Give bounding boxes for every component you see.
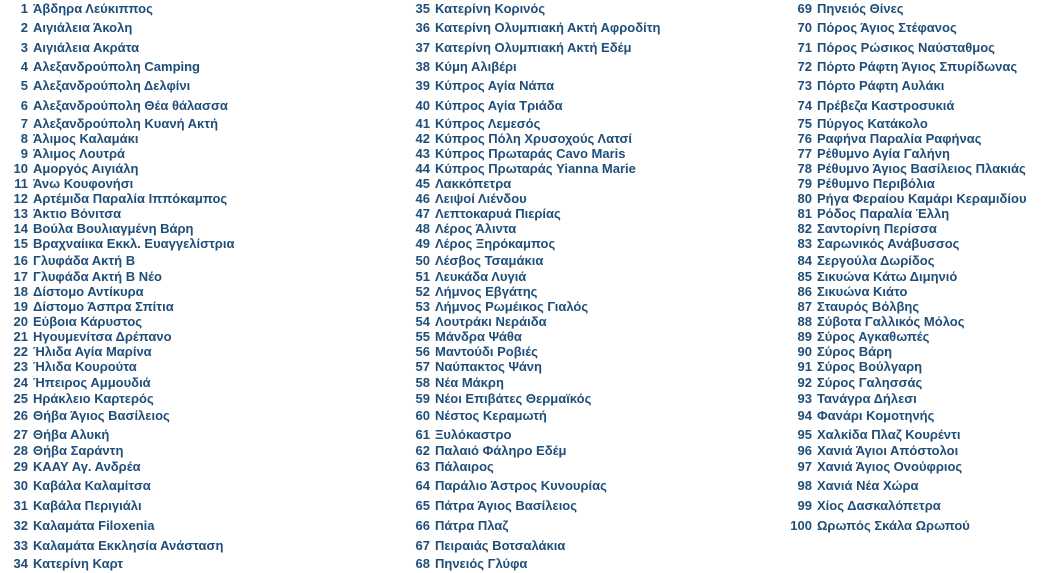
item-number: 75 <box>797 116 812 131</box>
item-number: 64 <box>415 478 430 493</box>
item-number: 58 <box>415 375 430 390</box>
list-item <box>402 390 591 408</box>
item-number: 34 <box>13 556 28 571</box>
item-number: 77 <box>797 146 812 161</box>
item-name: Νέοι Επιβάτες Θερμαϊκός <box>435 391 592 406</box>
item-number: 13 <box>13 206 28 221</box>
item-name: Πρέβεζα Καστροσυκιά <box>817 98 955 113</box>
list-item <box>784 517 970 535</box>
item-number: 52 <box>415 284 430 299</box>
list-item <box>0 390 154 408</box>
item-number: 49 <box>415 236 430 251</box>
item-number: 30 <box>13 478 28 493</box>
list-item <box>402 58 517 76</box>
item-number: 70 <box>797 20 812 35</box>
list-item <box>784 390 917 408</box>
item-name: Κύπρος Πόλη Χρυσοχούς Λατσί <box>435 131 633 146</box>
list-item <box>0 497 142 515</box>
list-item <box>0 407 170 425</box>
list-item <box>784 77 944 95</box>
item-number: 2 <box>20 20 28 35</box>
item-name: Ρόδος Παραλία Έλλη <box>817 206 950 221</box>
item-number: 20 <box>13 314 28 329</box>
list-item <box>0 39 139 57</box>
item-name: Γλυφάδα Ακτή Β Νέο <box>33 269 162 284</box>
item-name: Σικυώνα Κιάτο <box>817 284 908 299</box>
item-name: Λουτράκι Νεράιδα <box>435 314 547 329</box>
item-number: 40 <box>415 98 430 113</box>
item-number: 5 <box>20 78 28 93</box>
item-name: Ηράκλειο Καρτερός <box>33 391 154 406</box>
item-number: 44 <box>415 161 430 176</box>
list-item <box>0 537 223 555</box>
item-number: 25 <box>13 391 28 406</box>
list-item <box>0 58 200 76</box>
item-number: 9 <box>20 146 28 161</box>
item-number: 7 <box>20 116 28 131</box>
item-name: Πάλαιρος <box>435 459 494 474</box>
item-name: Σύρος Βούλγαρη <box>817 359 923 374</box>
item-number: 83 <box>797 236 812 251</box>
list-item <box>784 407 934 425</box>
item-number: 79 <box>797 176 812 191</box>
list-item <box>402 555 527 573</box>
item-name: Δίστομο Αντίκυρα <box>33 284 144 299</box>
list-item <box>402 235 555 253</box>
item-name: Πηνειός Γλύφα <box>435 556 528 571</box>
item-name: Κύπρος Πρωταράς Cavo Maris <box>435 146 626 161</box>
item-name: Άνω Κουφονήσι <box>33 176 134 191</box>
list-item <box>402 19 660 37</box>
item-name: Αλεξανδρούπολη Θέα θάλασσα <box>33 98 228 113</box>
item-name: Κύμη Αλιβέρι <box>435 59 517 74</box>
item-number: 45 <box>415 176 430 191</box>
item-number: 63 <box>415 459 430 474</box>
item-name: Ξυλόκαστρο <box>435 427 512 442</box>
item-number: 59 <box>415 391 430 406</box>
list-item <box>0 97 228 115</box>
item-name: Ρέθυμνο Άγιος Βασίλειος Πλακιάς <box>817 161 1026 176</box>
item-number: 92 <box>797 375 812 390</box>
list-item <box>402 97 563 115</box>
item-number: 39 <box>415 78 430 93</box>
item-number: 57 <box>415 359 430 374</box>
list-item <box>0 517 154 535</box>
item-number: 55 <box>415 329 430 344</box>
item-number: 11 <box>14 176 28 191</box>
item-name: Πάτρα Πλαζ <box>435 518 509 533</box>
item-number: 66 <box>415 518 430 533</box>
item-name: Πόρτο Ράφτη Άγιος Σπυρίδωνας <box>817 59 1018 74</box>
item-number: 32 <box>13 518 28 533</box>
item-name: Πόρτο Ράφτη Αυλάκι <box>817 78 945 93</box>
item-name: Κύπρος Πρωταράς Yianna Marie <box>435 161 636 176</box>
item-number: 62 <box>415 443 430 458</box>
item-number: 74 <box>797 98 812 113</box>
item-number: 35 <box>415 1 430 16</box>
item-number: 65 <box>415 498 430 513</box>
item-name: Κατερίνη Καρτ <box>33 556 124 571</box>
item-name: Θήβα Αλυκή <box>33 427 110 442</box>
item-name: Ρήγα Φεραίου Καμάρι Κεραμιδίου <box>817 191 1027 206</box>
item-name: Βραχναίικα Εκκλ. Ευαγγελίστρια <box>33 236 235 251</box>
item-number: 28 <box>13 443 28 458</box>
item-number: 94 <box>797 408 812 423</box>
item-number: 38 <box>415 59 430 74</box>
item-name: Νέα Μάκρη <box>435 375 504 390</box>
item-number: 33 <box>13 538 28 553</box>
item-name: Χανιά Νέα Χώρα <box>817 478 919 493</box>
item-number: 78 <box>797 161 812 176</box>
item-number: 67 <box>415 538 430 553</box>
item-name: Ραφήνα Παραλία Ραφήνας <box>817 131 982 146</box>
item-name: Λήμνος Εβγάτης <box>435 284 538 299</box>
item-name: Καβάλα Καλαμίτσα <box>33 478 151 493</box>
item-number: 88 <box>797 314 812 329</box>
item-number: 89 <box>797 329 812 344</box>
item-name: Μάνδρα Ψάθα <box>435 329 522 344</box>
item-name: Λειψοί Λιένδου <box>435 191 527 206</box>
item-number: 82 <box>797 221 812 236</box>
item-number: 56 <box>415 344 430 359</box>
list-item <box>784 458 962 476</box>
item-number: 31 <box>13 498 28 513</box>
item-number: 15 <box>13 236 28 251</box>
item-name: Κατερίνη Ολυμπιακή Ακτή Εδέμ <box>435 40 632 55</box>
item-name: Παράλιο Άστρος Κυνουρίας <box>435 478 607 493</box>
list-item <box>402 407 547 425</box>
item-name: Ήλιδα Κουρούτα <box>33 359 137 374</box>
list-item <box>784 19 957 37</box>
item-name: Ρέθυμνο Αγία Γαλήνη <box>817 146 950 161</box>
item-number: 1 <box>20 1 28 16</box>
list-item <box>784 477 918 495</box>
item-number: 60 <box>415 408 430 423</box>
list-item <box>784 0 904 18</box>
item-name: Σύρος Γαλησσάς <box>817 375 923 390</box>
item-number: 91 <box>797 359 812 374</box>
item-number: 41 <box>415 116 430 131</box>
item-number: 50 <box>415 253 430 268</box>
item-name: Καβάλα Περιγιάλι <box>33 498 142 513</box>
item-name: Καλαμάτα Filoxenia <box>33 518 155 533</box>
item-name: Κατερίνη Ολυμπιακή Ακτή Αφροδίτη <box>435 20 661 35</box>
item-number: 81 <box>797 206 812 221</box>
item-name: Τανάγρα Δήλεσι <box>817 391 917 406</box>
item-number: 46 <box>415 191 430 206</box>
item-name: Σύρος Αγκαθωπές <box>817 329 930 344</box>
list-item <box>402 497 577 515</box>
item-number: 61 <box>415 427 430 442</box>
item-number: 24 <box>13 375 28 390</box>
item-name: Ήπειρος Αμμουδιά <box>33 375 151 390</box>
item-number: 85 <box>797 269 812 284</box>
item-name: Αλεξανδρούπολη Δελφίνι <box>33 78 191 93</box>
item-number: 99 <box>797 498 812 513</box>
list-item <box>784 39 995 57</box>
item-name: Λέρος Άλιντα <box>435 221 517 236</box>
item-number: 73 <box>797 78 812 93</box>
item-number: 87 <box>797 299 812 314</box>
list-item <box>0 235 234 253</box>
item-name: Αλεξανδρούπολη Camping <box>33 59 201 74</box>
item-number: 14 <box>13 221 28 236</box>
item-number: 27 <box>13 427 28 442</box>
item-number: 12 <box>13 191 28 206</box>
list-item <box>0 555 123 573</box>
item-name: Λέσβος Τσαμάκια <box>435 253 544 268</box>
item-number: 69 <box>797 1 812 16</box>
item-number: 98 <box>797 478 812 493</box>
item-name: Κύπρος Λεμεσός <box>435 116 541 131</box>
item-name: Λακκόπετρα <box>435 176 512 191</box>
item-name: Ήλιδα Αγία Μαρίνα <box>33 344 152 359</box>
list-item <box>402 0 545 18</box>
item-name: Βούλα Βουλιαγμένη Βάρη <box>33 221 194 236</box>
item-number: 51 <box>415 269 430 284</box>
item-number: 72 <box>797 59 812 74</box>
item-name: Αμοργός Αιγιάλη <box>33 161 139 176</box>
item-number: 3 <box>20 40 28 55</box>
item-name: Λεπτοκαρυά Πιερίας <box>435 206 561 221</box>
item-number: 29 <box>13 459 28 474</box>
item-number: 71 <box>797 40 812 55</box>
item-name: Άκτιο Βόνιτσα <box>33 206 122 221</box>
item-name: Γλυφάδα Ακτή Β <box>33 253 136 268</box>
item-name: Άβδηρα Λεύκιππος <box>33 1 153 16</box>
list-item <box>784 58 1017 76</box>
item-name: Κατερίνη Κορινός <box>435 1 546 16</box>
list-item <box>0 0 153 18</box>
item-name: Σταυρός Βόλβης <box>817 299 920 314</box>
item-name: Κύπρος Αγία Τριάδα <box>435 98 563 113</box>
item-name: Πάτρα Άγιος Βασίλειος <box>435 498 578 513</box>
item-number: 47 <box>415 206 430 221</box>
item-number: 26 <box>13 408 28 423</box>
list-item <box>784 97 954 115</box>
item-name: Χαλκίδα Πλαζ Κουρέντι <box>817 427 961 442</box>
list-item <box>402 477 607 495</box>
item-number: 4 <box>20 59 28 74</box>
item-name: Λέρος Ξηρόκαμπος <box>435 236 556 251</box>
item-number: 18 <box>13 284 28 299</box>
item-number: 10 <box>13 161 28 176</box>
item-number: 84 <box>797 253 812 268</box>
list-item <box>402 517 508 535</box>
item-number: 36 <box>415 20 430 35</box>
item-name: Ωρωπός Σκάλα Ωρωπού <box>817 518 970 533</box>
item-name: Μαντούδι Ροβιές <box>435 344 538 359</box>
item-name: Λήμνος Ρωμέικος Γιαλός <box>435 299 589 314</box>
item-name: Χανιά Άγιοι Απόστολοι <box>817 443 959 458</box>
item-number: 54 <box>415 314 430 329</box>
item-name: Πόρος Άγιος Στέφανος <box>817 20 957 35</box>
item-number: 37 <box>415 40 430 55</box>
item-name: Ηγουμενίτσα Δρέπανο <box>33 329 172 344</box>
item-number: 17 <box>13 269 28 284</box>
item-number: 8 <box>20 131 28 146</box>
item-name: Σεργούλα Δωρίδος <box>817 253 935 268</box>
item-name: Παλαιό Φάληρο Εδέμ <box>435 443 567 458</box>
item-name: Άλιμος Καλαμάκι <box>33 131 139 146</box>
item-name: Πειραιάς Βοτσαλάκια <box>435 538 566 553</box>
item-name: Άλιμος Λουτρά <box>33 146 126 161</box>
item-number: 80 <box>797 191 812 206</box>
item-number: 43 <box>415 146 430 161</box>
list-item <box>0 477 151 495</box>
item-name: Δίστομο Άσπρα Σπίτια <box>33 299 174 314</box>
item-name: Λευκάδα Λυγιά <box>435 269 527 284</box>
list-item <box>784 235 959 253</box>
list-item <box>402 537 565 555</box>
item-name: Εύβοια Κάρυστος <box>33 314 143 329</box>
item-name: Αλεξανδρούπολη Κυανή Ακτή <box>33 116 219 131</box>
item-name: Σικυώνα Κάτω Διμηνιό <box>817 269 958 284</box>
item-number: 86 <box>797 284 812 299</box>
item-number: 53 <box>415 299 430 314</box>
item-number: 19 <box>13 299 28 314</box>
item-number: 100 <box>790 518 812 533</box>
item-number: 90 <box>797 344 812 359</box>
item-number: 93 <box>797 391 812 406</box>
list-item <box>784 497 941 515</box>
item-number: 96 <box>797 443 812 458</box>
item-name: Σαντορίνη Περίσσα <box>817 221 937 236</box>
item-name: Κύπρος Αγία Νάπα <box>435 78 555 93</box>
item-name: Θήβα Σαράντη <box>33 443 124 458</box>
list-item <box>402 39 631 57</box>
item-name: Αιγιάλεια Άκολη <box>33 20 133 35</box>
item-number: 21 <box>13 329 28 344</box>
item-number: 16 <box>13 253 28 268</box>
item-name: ΚΑΑΥ Αγ. Ανδρέα <box>33 459 141 474</box>
item-number: 76 <box>797 131 812 146</box>
item-name: Νέστος Κεραμωτή <box>435 408 547 423</box>
item-name: Πύργος Κατάκολο <box>817 116 928 131</box>
item-name: Χανιά Άγιος Ονούφριος <box>817 459 963 474</box>
item-name: Ρέθυμνο Περιβόλια <box>817 176 935 191</box>
item-name: Σύβοτα Γαλλικός Μόλος <box>817 314 965 329</box>
list-item <box>402 458 494 476</box>
item-name: Φανάρι Κομοτηνής <box>817 408 935 423</box>
item-name: Χίος Δασκαλόπετρα <box>817 498 941 513</box>
item-number: 22 <box>13 344 28 359</box>
list-item <box>402 77 554 95</box>
item-name: Πόρος Ρώσικος Ναύσταθμος <box>817 40 995 55</box>
item-number: 6 <box>20 98 28 113</box>
item-name: Σαρωνικός Ανάβυσσος <box>817 236 960 251</box>
item-number: 42 <box>415 131 430 146</box>
item-name: Σύρος Βάρη <box>817 344 893 359</box>
item-name: Θήβα Άγιος Βασίλειος <box>33 408 170 423</box>
item-name: Αιγιάλεια Ακράτα <box>33 40 140 55</box>
list-item <box>0 77 190 95</box>
item-name: Αρτέμιδα Παραλία Ιππόκαμπος <box>33 191 228 206</box>
item-number: 97 <box>797 459 812 474</box>
item-number: 48 <box>415 221 430 236</box>
list-item <box>0 19 132 37</box>
item-name: Ναύπακτος Ψάνη <box>435 359 542 374</box>
list-item <box>0 458 141 476</box>
item-number: 68 <box>415 556 430 571</box>
item-name: Καλαμάτα Εκκλησία Ανάσταση <box>33 538 224 553</box>
item-name: Πηνειός Θίνες <box>817 1 904 16</box>
item-number: 23 <box>13 359 28 374</box>
item-number: 95 <box>797 427 812 442</box>
